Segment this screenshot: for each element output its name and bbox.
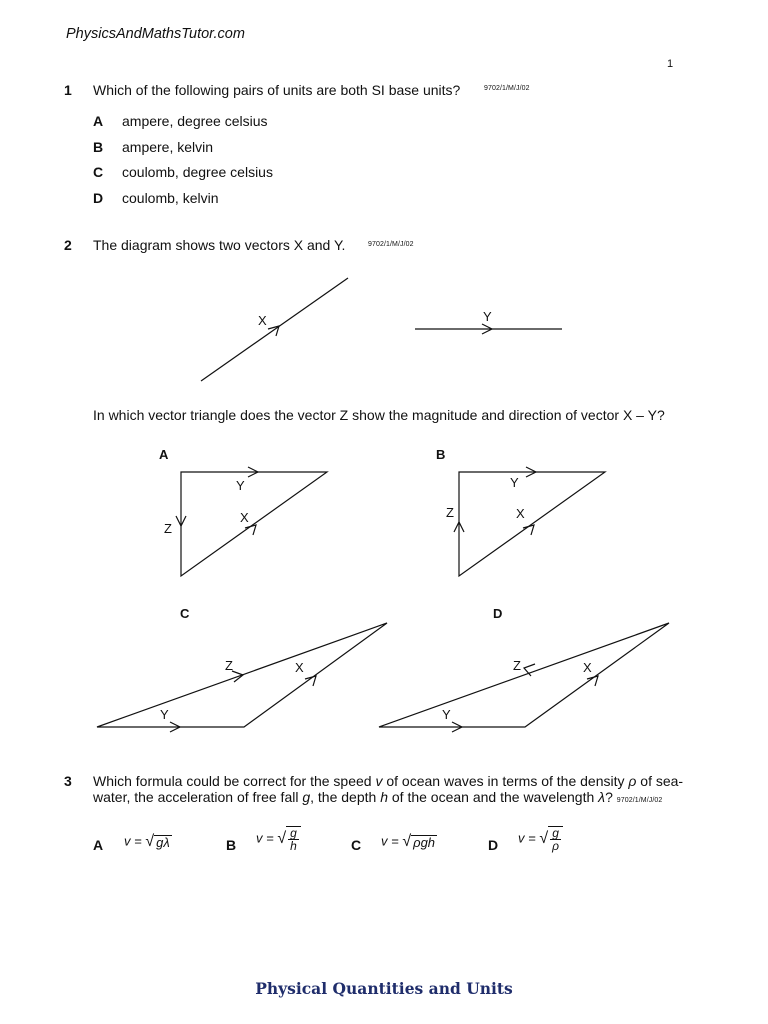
q1-option-a-text: ampere, degree celsius	[122, 113, 268, 129]
q1-option-a-letter: A	[93, 113, 104, 129]
triangle-b-y-label: Y	[510, 475, 519, 490]
triangle-a	[164, 467, 327, 576]
triangle-b-z-label: Z	[446, 505, 454, 520]
triangle-b-x-label: X	[516, 506, 525, 521]
diagram-d-label: D	[493, 606, 503, 621]
q2-ref: 9702/1/M/J/02	[368, 241, 414, 248]
triangle-c-x-label: X	[295, 660, 304, 675]
sqrt-icon: √	[402, 833, 412, 850]
vector-y-label: Y	[483, 309, 492, 324]
triangle-b	[446, 467, 605, 576]
triangle-d-y-label: Y	[442, 707, 451, 722]
page-number: 1	[667, 58, 674, 70]
triangle-d-z-label: Z	[513, 658, 521, 673]
q2-text: The diagram shows two vectors X and Y.	[93, 237, 346, 253]
triangle-a-y-label: Y	[236, 478, 245, 493]
q1-option-d-text: coulomb, kelvin	[122, 190, 219, 206]
triangle-a-z-label: Z	[164, 521, 172, 536]
sqrt-icon: √	[539, 830, 549, 847]
triangle-c-y-label: Y	[160, 707, 169, 722]
sqrt-icon: √	[145, 833, 155, 850]
q3-option-d-formula: v = √ $\frac{g}{\rho}$	[518, 826, 563, 852]
vectors-xy-diagram	[0, 0, 768, 400]
q3-option-c-letter: C	[351, 837, 362, 853]
q1-option-c-text: coulomb, degree celsius	[122, 164, 273, 180]
vector-x-line	[201, 278, 348, 381]
q3-text: Which formula could be correct for the speed v of ocean waves in terms of the density ρ of sea-water, the acceleration of free fall g, the depth h of the ocean and the wavelength λ? 9702/1/M/J/02	[93, 773, 684, 805]
q3-option-a-formula: v = √ gλ	[124, 833, 170, 850]
triangle-d	[379, 623, 669, 732]
sqrt-icon: √	[277, 830, 287, 847]
site-name: PhysicsAndMathsTutor.com	[66, 26, 245, 42]
q3-ref: 9702/1/M/J/02	[616, 797, 663, 804]
footer-title: Physical Quantities and Units	[255, 979, 513, 998]
triangle-a-x-label: X	[240, 510, 249, 525]
vector-triangles	[0, 440, 768, 740]
triangle-a-x-arrow	[245, 525, 256, 535]
q3-option-c-formula: v = √ ρgh	[381, 833, 436, 850]
q3-option-b-letter: B	[226, 837, 237, 853]
triangle-b-x-arrow	[523, 525, 534, 535]
q1-option-b-text: ampere, kelvin	[122, 139, 214, 155]
q3-option-a-letter: A	[93, 837, 104, 853]
diagram-b-label: B	[436, 447, 446, 462]
q3-number: 3	[64, 773, 72, 789]
q1-option-b-letter: B	[93, 139, 104, 155]
q2-question: In which vector triangle does the vector Z show the magnitude and direction of vector X – Y?	[93, 407, 665, 423]
q1-option-d-letter: D	[93, 190, 104, 206]
vector-x-label: X	[258, 313, 267, 328]
triangle-c	[97, 623, 387, 732]
q3-option-b-formula: v = √ $\frac{g}{h}$	[256, 826, 301, 852]
q1-text: Which of the following pairs of units are both SI base units?	[93, 82, 461, 98]
q1-number: 1	[64, 82, 72, 98]
diagram-c-label: C	[180, 606, 190, 621]
q3-option-d-letter: D	[488, 837, 499, 853]
triangle-d-x-label: X	[583, 660, 592, 675]
q2-number: 2	[64, 237, 72, 253]
diagram-a-label: A	[159, 447, 169, 462]
q1-ref: 9702/1/M/J/02	[484, 85, 530, 92]
triangle-c-z-label: Z	[225, 658, 233, 673]
q1-option-c-letter: C	[93, 164, 104, 180]
